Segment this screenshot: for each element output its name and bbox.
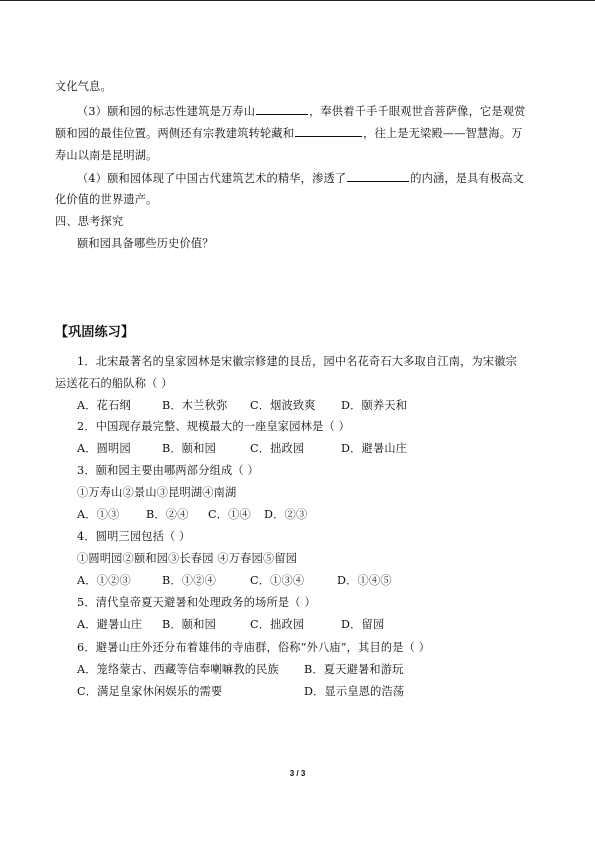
option-c[interactable]: C．①④ [208, 508, 251, 521]
option-b[interactable]: B．颐和园 [162, 618, 216, 631]
option-a[interactable]: A．①②③ [77, 574, 131, 587]
option-c[interactable]: C．烟波致爽 [250, 399, 316, 412]
option-b[interactable]: B．木兰秋弥 [162, 399, 228, 412]
q3-line1: （3）颐和园的标志性建筑是万寿山 ，奉供着千手千眼观世音菩萨像，它是观赏 [77, 105, 526, 118]
q4-line1: （4）颐和园体现了中国古代建筑艺术的精华，渗透了 的内涵，是具有极高文 [77, 172, 525, 185]
option-a[interactable]: A．花石纲 [77, 399, 131, 412]
option-c[interactable]: C．拙政园 [250, 618, 305, 631]
answer-blank[interactable] [256, 103, 308, 115]
question-stem: 1．北宋最著名的皇家园林是宋徽宗修建的艮岳，园中名花奇石大多取自江南，为宋徽宗 [77, 355, 518, 368]
option-c[interactable]: C．满足皇家休闲娱乐的需要 [77, 685, 223, 698]
option-b[interactable]: B．②④ [146, 508, 189, 521]
page-number: 3 / 3 [289, 769, 306, 778]
option-d[interactable]: D．避暑山庄 [341, 442, 408, 455]
option-a[interactable]: A．笼络蒙古、西藏等信奉喇嘛教的民族 [77, 663, 279, 676]
option-d[interactable]: D．显示皇恩的浩荡 [304, 685, 405, 698]
option-b[interactable]: B．①②④ [162, 574, 216, 587]
option-a[interactable]: A．避暑山庄 [77, 618, 143, 631]
question-stem: 6．避暑山庄外还分布着雄伟的寺庙群，俗称“外八庙”，其目的是（ ） [77, 641, 431, 654]
answer-blank[interactable] [295, 125, 362, 137]
page-top-border [0, 0, 595, 1]
question-choices: ①万寿山②景山③昆明湖④南湖 [77, 486, 237, 499]
option-a[interactable]: A．①③ [77, 508, 120, 521]
section-question: 颐和园具备哪些历史价值？ [77, 237, 214, 250]
answer-blank[interactable] [347, 170, 409, 182]
section-heading: 四、思考探究 [55, 215, 124, 228]
option-a[interactable]: A．圆明园 [77, 442, 131, 455]
question-stem: 3．颐和园主要由哪两部分组成（ ） [77, 464, 259, 477]
question-stem-cont: 运送花石的船队称（ ） [55, 377, 173, 390]
practice-title: 【巩固练习】 [55, 325, 135, 340]
intro-line: 文化气息。 [55, 80, 112, 93]
question-stem: 4．圆明三园包括（ ） [77, 530, 191, 543]
q3-line2: 颐和园的最佳位置。两侧还有宗教建筑转轮藏和 ，往上是无梁殿——智慧海。万 [55, 127, 523, 140]
question-choices: ①圆明园②颐和园③长春园 ④万春园⑤留园 [77, 552, 298, 565]
question-stem: 2．中国现存最完整、规模最大的一座皇家园林是（ ） [77, 420, 350, 433]
option-d[interactable]: D．①④⑤ [337, 574, 392, 587]
option-d[interactable]: D．②③ [264, 508, 308, 521]
q4-line2: 化价值的世界遗产。 [55, 193, 158, 206]
option-b[interactable]: B．颐和园 [162, 442, 216, 455]
question-stem: 5．清代皇帝夏天避暑和处理政务的场所是（ ） [77, 596, 316, 609]
option-c[interactable]: C．①③④ [250, 574, 305, 587]
option-b[interactable]: B．夏天避暑和游玩 [304, 663, 404, 676]
q3-line3: 寿山以南是昆明湖。 [55, 149, 158, 162]
option-d[interactable]: D．留园 [341, 618, 385, 631]
option-c[interactable]: C．拙政园 [250, 442, 305, 455]
option-d[interactable]: D．颐养天和 [341, 399, 408, 412]
